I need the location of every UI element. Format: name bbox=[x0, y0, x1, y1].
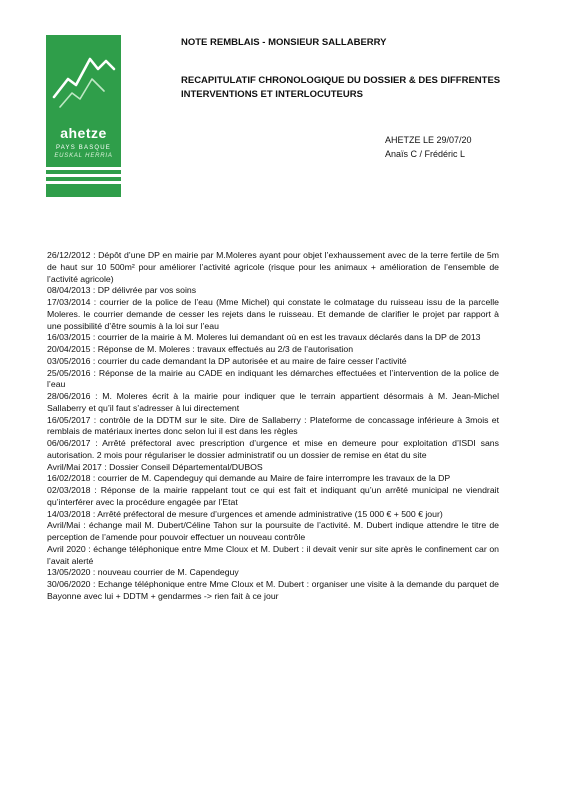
chronology-entry: 06/06/2017 : Arrêté préfectoral avec prescription d’urgence et mise en demeure pour exploitation d’ISDI sans autorisation. 2 mois pour régulariser le dossier administratif ou un dossier de remise en état du site bbox=[47, 438, 499, 460]
chronology-entry: 02/03/2018 : Réponse de la mairie rappelant tout ce qui est fait et indiquant qu’un arrêté municipal ne viendrait qu’interférer avec la procédure engagée par l’Etat bbox=[47, 485, 499, 507]
chronology-entry: 03/05/2016 : courrier du cade demandant la DP autorisée et au maire de faire cesser l’activité bbox=[47, 355, 407, 366]
mountain-icon bbox=[46, 35, 121, 125]
logo-name: ahetze bbox=[60, 125, 107, 141]
chronology-entry: 26/12/2012 : Dépôt d’une DP en mairie par M.Moleres ayant pour objet l’exhaussement avec de la terre fertile de 5m de haut sur 10 500m² pour améliorer l’activité agricole (risque pour les animaux + amélioration de l’ensemble de l’activité agricole) bbox=[47, 250, 499, 284]
logo-line-1: PAYS BASQUE bbox=[56, 145, 111, 151]
chronology-entry: 14/03/2018 : Arrêté préfectoral de mesure d’urgences et amende administrative (15 000 € + 500 € jour) bbox=[47, 508, 443, 519]
chronology-entry: 16/03/2015 : courrier de la mairie à M. Moleres lui demandant où en est les travaux déclarés dans la DP de 2013 bbox=[47, 332, 481, 343]
chronology-entry: 20/04/2015 : Réponse de M. Moleres : travaux effectués au 2/3 de l’autorisation bbox=[47, 344, 354, 354]
place-date: AHETZE LE 29/07/20 bbox=[385, 135, 472, 145]
chronology-entry: Avril 2020 : échange téléphonique entre Mme Cloux et M. Dubert : il devait venir sur site après le confinement car on l’avait alerté bbox=[47, 543, 499, 566]
chronology-entry: 16/05/2017 : contrôle de la DDTM sur le site. Dire de Sallaberry : Plateforme de concassage inférieure à 3mois et remblais de matériaux inertes donc selon lui il est dans les règles bbox=[47, 414, 499, 437]
place-date-block bbox=[385, 133, 472, 161]
chronology-entry: 25/05/2016 : Réponse de la mairie au CADE en indiquant les démarches effectuées et l’intervention de la police de l’eau bbox=[47, 367, 499, 390]
ahetze-logo bbox=[46, 35, 121, 197]
chronology-entry: 17/03/2014 : courrier de la police de l’eau (Mme Michel) qui constate le colmatage du ruisseau issu de la parcelle Moleres. le courrier demande de cesser les rejets dans le ruisseau. Et demande de clarifier le projet par rapport à une possibilité d’être soumis à la loi sur l’eau bbox=[47, 297, 499, 331]
chronology-entry: 28/06/2016 : M. Moleres écrit à la mairie pour indiquer que le terrain appartient désormais à M. Jean-Michel Sallaberry et qu’il faut s’adresser à lui directement bbox=[47, 391, 499, 413]
document-subtitle: RECAPITULATIF CHRONOLOGIQUE DU DOSSIER & DES DIFFRENTES INTERVENTIONS ET INTERLOCUTEURS bbox=[181, 75, 501, 100]
chronology-body bbox=[47, 250, 499, 603]
chronology-entry: 30/06/2020 : Echange téléphonique entre Mme Cloux et M. Dubert : organiser une visite à la demande du parquet de Bayonne avec lui + DDTM + gendarmes -> rien fait à ce jour bbox=[47, 579, 499, 601]
chronology-entry: Avril/Mai : échange mail M. Dubert/Céline Tahon sur la poursuite de l’activité. M. Dubert indique attendre le titre de perception de l’amende pour pouvoir effectuer un nouveau contrôle bbox=[47, 520, 499, 542]
chronology-entry: Avril/Mai 2017 : Dossier Conseil Départemental/DUBOS bbox=[47, 461, 263, 472]
chronology-entry: 08/04/2013 : DP délivrée par vos soins bbox=[47, 285, 197, 296]
logo-stripes bbox=[46, 167, 121, 188]
logo-line-2: EUSKAL HERRIA bbox=[54, 153, 113, 159]
authors: Anaïs C / Frédéric L bbox=[385, 149, 466, 159]
chronology-entry: 16/02/2018 : courrier de M. Capendeguy qui demande au Maire de faire interrompre les travaux de la DP bbox=[47, 473, 451, 484]
chronology-entry: 13/05/2020 : nouveau courrier de M. Capendeguy bbox=[47, 567, 239, 578]
document-title: NOTE REMBLAIS - MONSIEUR SALLABERRY bbox=[181, 37, 387, 48]
